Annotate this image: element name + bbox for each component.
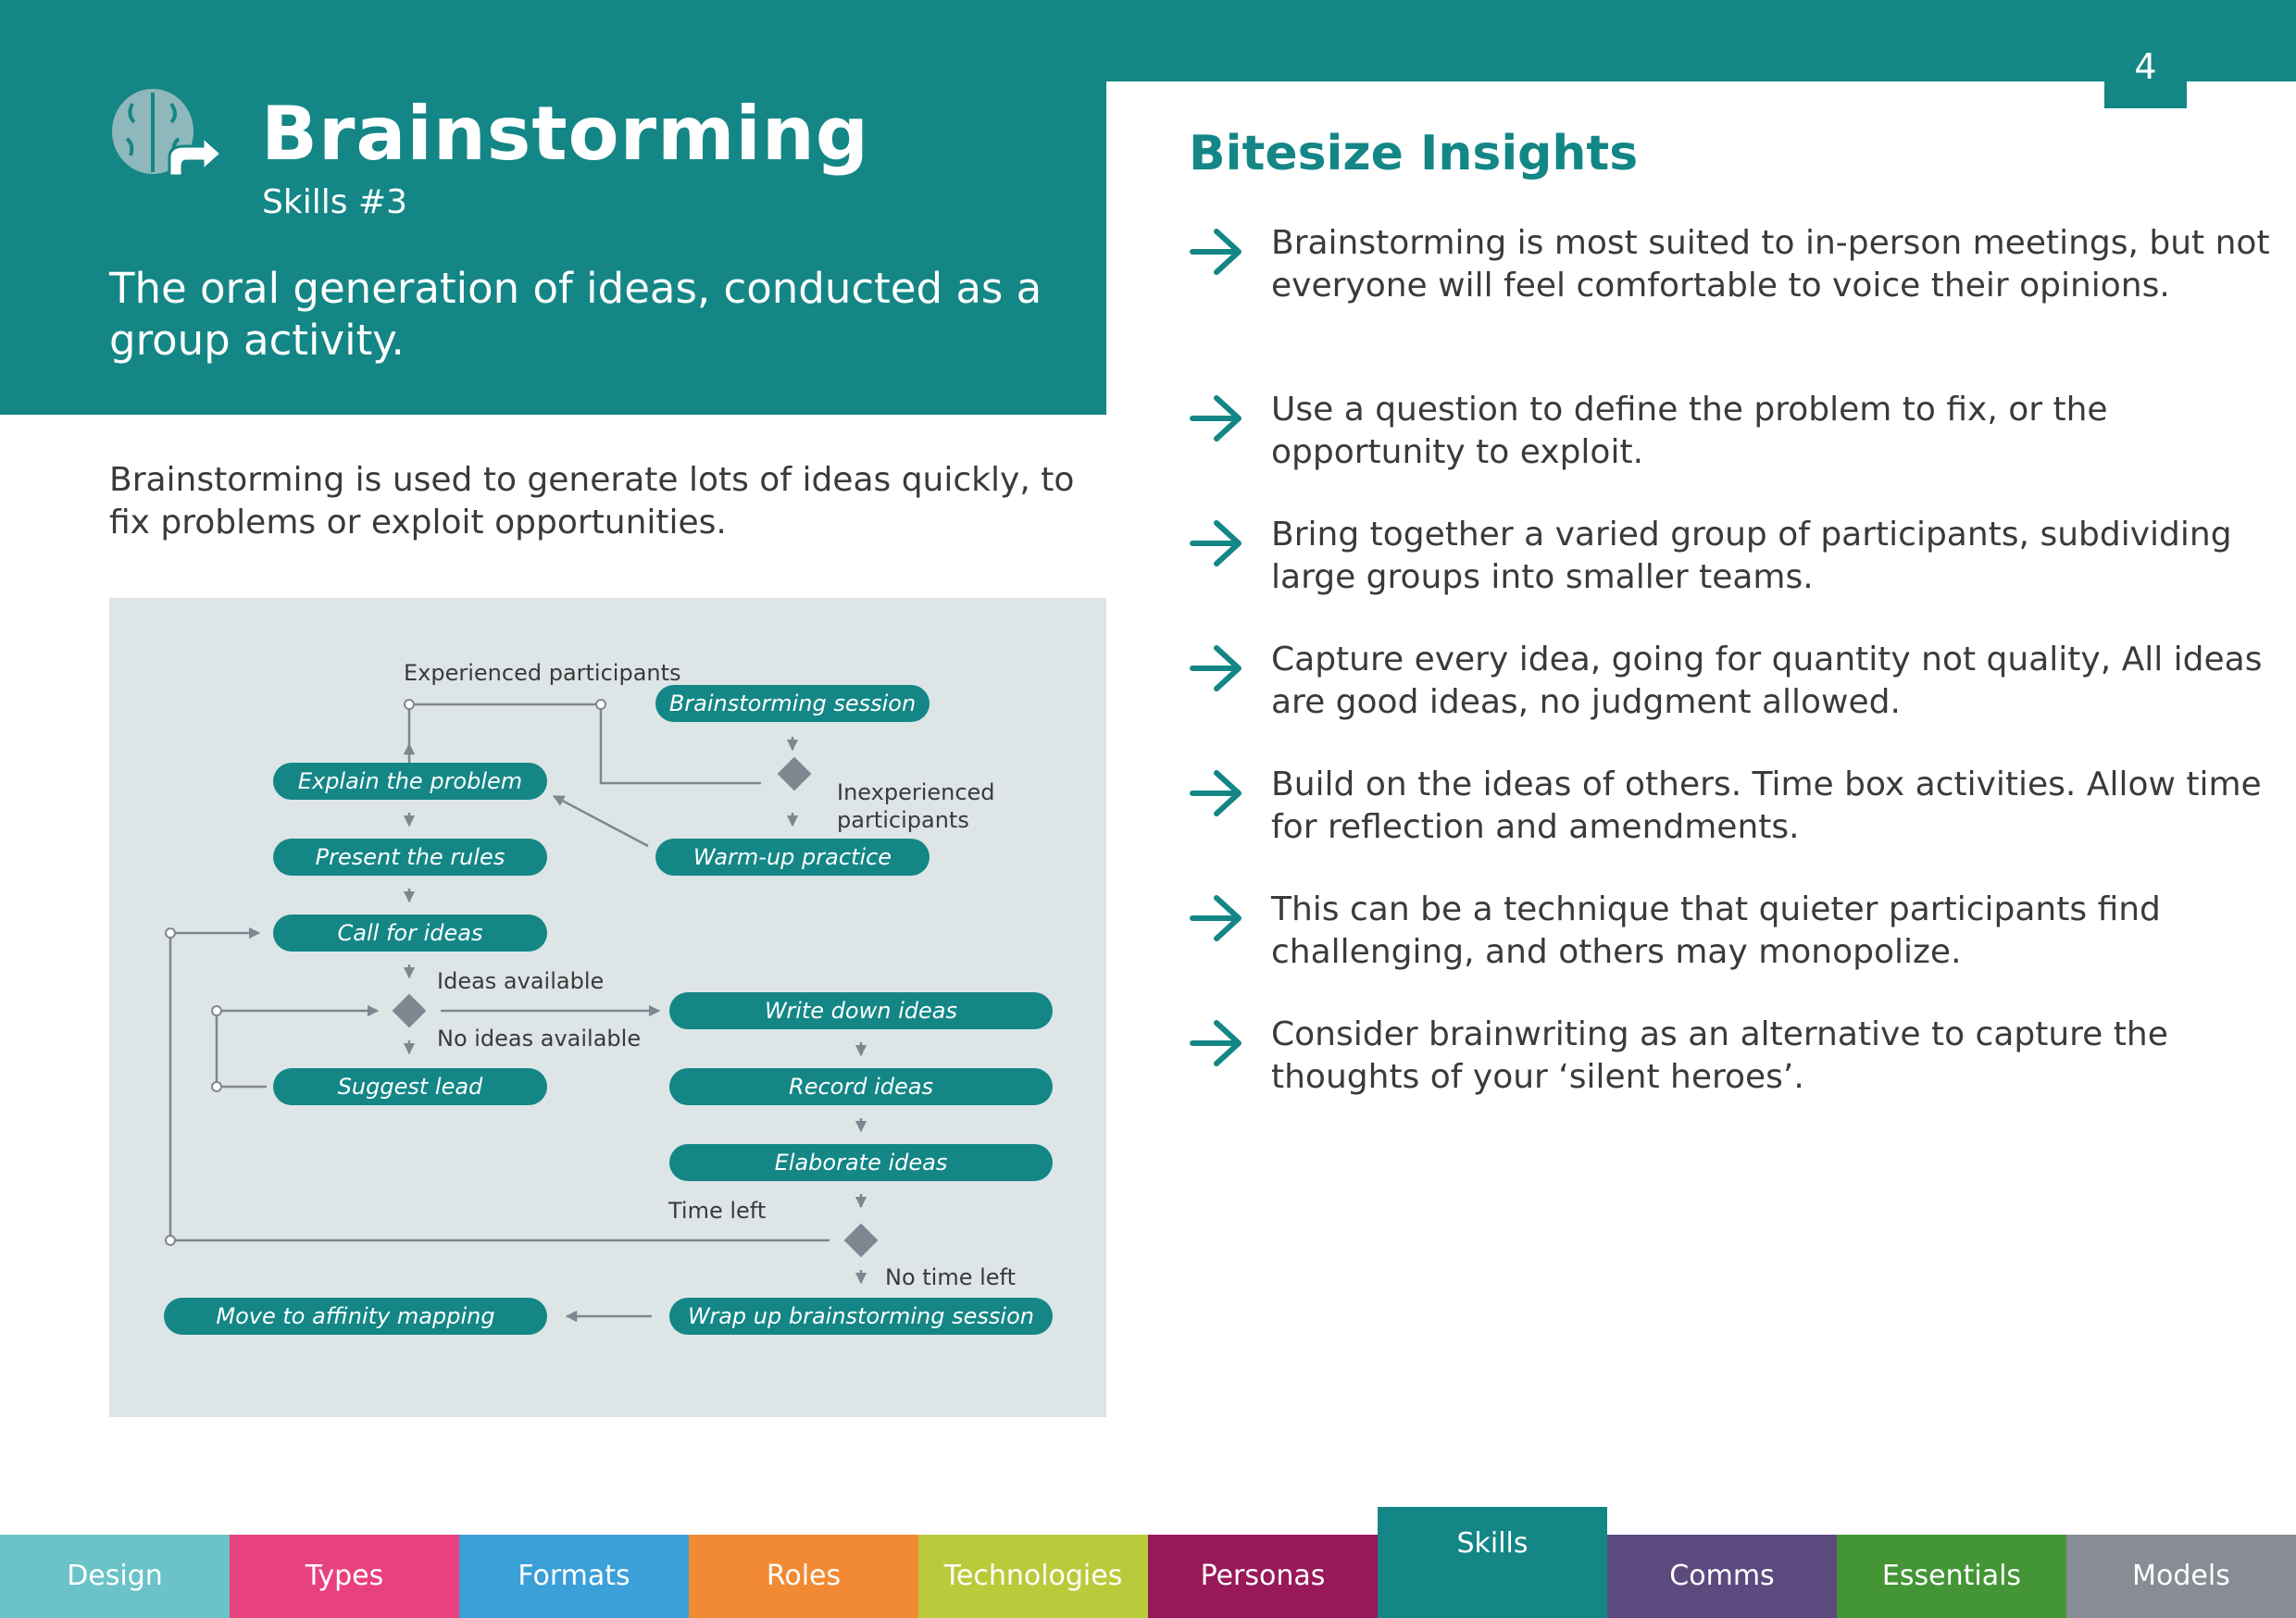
nav-tab-technologies[interactable]: Technologies [918, 1535, 1148, 1618]
page-title: Brainstorming [261, 91, 870, 177]
label-time-left: Time left [668, 1198, 767, 1224]
node-elaborate-ideas: Elaborate ideas [774, 1150, 948, 1176]
insight-text: This can be a technique that quieter participants find challenging, and others may monopolize. [1271, 890, 2161, 971]
node-brainstorming-session: Brainstorming session [668, 691, 917, 716]
insight-text: Consider brainwriting as an alternative to capture the thoughts of your ‘silent heroes’. [1271, 1015, 2168, 1096]
nav-tab-skills[interactable]: Skills [1378, 1507, 1607, 1618]
decision-diamond [393, 994, 427, 1028]
arrow-right-icon [1189, 519, 1246, 567]
node-warmup-practice: Warm-up practice [693, 844, 892, 870]
page-number: 4 [2134, 46, 2157, 87]
nav-tab-essentials[interactable]: Essentials [1837, 1535, 2066, 1618]
decision-diamond [778, 757, 812, 791]
insight-text: Brainstorming is most suited to in-person meetings, but not everyone will feel comfortable to voice their opinions. [1271, 224, 2270, 305]
nav-tab-personas[interactable]: Personas [1148, 1535, 1378, 1618]
label-no-time-left: No time left [885, 1264, 1016, 1290]
insight-text: Bring together a varied group of participants, subdividing large groups into smaller teams. [1271, 516, 2232, 596]
brain-share-icon [106, 83, 227, 185]
node-call-for-ideas: Call for ideas [337, 920, 483, 946]
nav-tab-models[interactable]: Models [2066, 1535, 2296, 1618]
insight-text: Capture every idea, going for quantity not quality, All ideas are good ideas, no judgment allowed. [1271, 641, 2263, 721]
intro-paragraph: Brainstorming is used to generate lots of ideas quickly, to fix problems or exploit opportunities. [109, 461, 1075, 541]
node-explain-problem: Explain the problem [297, 768, 523, 794]
label-inexperienced-1: Inexperienced [837, 779, 995, 805]
insight-text: Build on the ideas of others. Time box activities. Allow time for reflection and amendments. [1271, 765, 2262, 846]
nav-tab-formats[interactable]: Formats [459, 1535, 689, 1618]
decision-diamond [844, 1224, 879, 1258]
page-subtitle: Skills #3 [262, 183, 407, 221]
arrow-right-icon [1189, 228, 1246, 276]
node-present-rules: Present the rules [315, 844, 505, 870]
insight-text: Use a question to define the problem to fix, or the opportunity to exploit. [1271, 391, 2108, 471]
nav-tab-types[interactable]: Types [230, 1535, 459, 1618]
nav-tab-design[interactable]: Design [0, 1535, 230, 1618]
label-inexperienced-2: participants [837, 807, 969, 833]
node-record-ideas: Record ideas [789, 1074, 933, 1100]
arrow-right-icon [1189, 1019, 1246, 1067]
nav-tab-comms[interactable]: Comms [1607, 1535, 1837, 1618]
arrow-right-icon [1189, 894, 1246, 942]
arrow-right-icon [1189, 769, 1246, 817]
tagline: The oral generation of ideas, conducted as a group activity. [109, 264, 1042, 365]
node-write-down-ideas: Write down ideas [765, 998, 957, 1024]
label-ideas-available: Ideas available [437, 968, 605, 994]
node-affinity-mapping: Move to affinity mapping [216, 1303, 495, 1329]
section-nav [0, 1527, 2296, 1618]
insights-title: Bitesize Insights [1189, 126, 1639, 181]
flow-diagram [109, 598, 1106, 1417]
arrow-right-icon [1189, 394, 1246, 442]
nav-tab-roles[interactable]: Roles [689, 1535, 918, 1618]
label-no-ideas: No ideas available [437, 1026, 642, 1052]
label-experienced: Experienced participants [404, 660, 681, 686]
node-suggest-lead: Suggest lead [337, 1074, 483, 1100]
arrow-right-icon [1189, 644, 1246, 692]
node-wrap-up-session: Wrap up brainstorming session [688, 1303, 1034, 1329]
